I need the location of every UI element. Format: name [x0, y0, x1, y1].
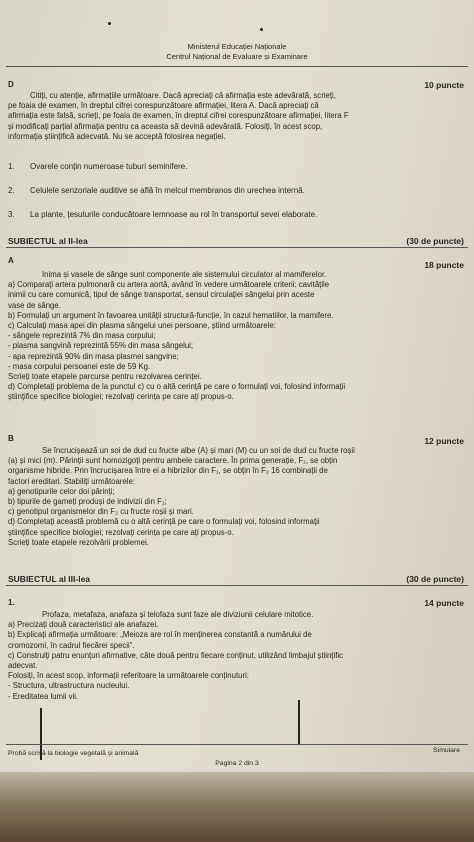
- footer-divider: [6, 744, 468, 745]
- text-line: Se încrucișează un soi de dud cu fructe albe (A) și mari (M) cu un soi de dud cu fructe roșii: [42, 446, 355, 455]
- intro-line: afirmația este falsă, scrieți, pe foaia de examen, în dreptul cifrei corespunzătoare afirmației, litera F: [8, 111, 349, 121]
- statement-number: 1.: [8, 162, 15, 171]
- part-b-text: [8, 446, 464, 548]
- text-line: c) Calculați masa apei din plasma sângelui unei persoane, știind următoarele:: [8, 321, 276, 331]
- text-line: factori ereditari. Stabiliți următoarele:: [8, 476, 135, 486]
- part-a-label: A: [8, 256, 14, 265]
- text-line: a) genotipurile celor doi părinți;: [8, 486, 115, 496]
- text-line: adecvat.: [8, 661, 38, 671]
- text-line: Scrieți toate etapele parcurse pentru rezolvarea cerinței.: [8, 372, 202, 382]
- text-line: b) Formulați un argument în favoarea unității structură-funcție, în cazul hematiilor, la mamifere.: [8, 310, 334, 320]
- text-line: - sângele reprezintă 7% din masa corpului;: [8, 331, 156, 341]
- subject-2-title: SUBIECTUL al II-lea: [8, 236, 88, 246]
- header-ministry: Ministerul Educației Naționale: [187, 42, 287, 51]
- part-a-text: [8, 270, 464, 403]
- desk-background: [0, 772, 474, 842]
- part-b-points: 12 puncte: [424, 436, 464, 446]
- text-line: c) Construiți patru enunțuri afirmative, câte două pentru fiecare conținut, utilizând limbajul științific: [8, 650, 343, 660]
- part-a-points: 18 puncte: [424, 260, 464, 270]
- intro-line: Citiți, cu atenție, afirmațiile următoare. Dacă apreciați că afirmația este adevărată, scrieți,: [30, 91, 336, 100]
- statement-1: [8, 162, 464, 172]
- statement-text: Celulele senzoriale auditive se află în melcul membranos din urechea internă.: [30, 186, 305, 195]
- statement-number: 2.: [8, 186, 15, 195]
- question-1-points: 14 puncte: [424, 598, 464, 608]
- subject-2-divider: [6, 247, 468, 248]
- text-line: științifice specifice biologiei; rezolvați cerința pe care ați propus-o.: [8, 392, 234, 402]
- footer-subject: Probă scrisă la biologie vegetală și animală: [8, 750, 139, 757]
- text-line: d) Completați problema de la punctul c) cu o altă cerință pe care o formulați voi, folosind informații: [8, 382, 346, 392]
- statement-number: 3.: [8, 210, 15, 219]
- part-b-label: B: [8, 434, 14, 443]
- subject-3-points: (30 de puncte): [406, 574, 464, 584]
- intro-line: informația științifică adecvată. Nu se acceptă folosirea negației.: [8, 131, 226, 141]
- subject-2-points: (30 de puncte): [406, 236, 464, 246]
- text-line: - plasma sangvină reprezintă 55% din masa sângelui;: [8, 341, 194, 351]
- page-header: [0, 42, 474, 62]
- statement-text: La plante, țesuturile conducătoare lemnoase au rol în transportul sevei elaborate.: [30, 210, 318, 219]
- header-divider: [6, 66, 468, 67]
- text-line: Inima și vasele de sânge sunt componente ale sistemului circulator al mamiferelor.: [42, 270, 327, 279]
- text-line: d) Completați această problemă cu o altă cerință pe care o formulați voi, folosind informații: [8, 517, 320, 527]
- text-line: c) genotipul organismelor din F₂ cu fructe roșii și mari.: [8, 507, 194, 517]
- question-1-label: 1.: [8, 598, 15, 607]
- punch-dot-icon: [260, 28, 263, 31]
- text-line: vase de sânge.: [8, 300, 61, 310]
- text-line: - Structura, ultrastructura nucleului.: [8, 681, 130, 691]
- section-d-points: 10 puncte: [424, 80, 464, 90]
- section-d-intro: [8, 91, 464, 142]
- text-line: inimii cu care comunică, tipul de sânge transportat, sensul circulației sângelui prin aceste: [8, 290, 315, 300]
- text-line: b) tipurile de gameți produși de indivizii din F₁;: [8, 497, 167, 507]
- statement-text: Ovarele conțin numeroase tuburi seminifere.: [30, 162, 188, 171]
- text-line: b) Explicați afirmația următoare: „Meioza are rol în menținerea constantă a numărului de: [8, 630, 312, 640]
- subject-3-title: SUBIECTUL al III-lea: [8, 574, 91, 584]
- punch-dot-icon: [108, 22, 111, 25]
- subject-3-divider: [6, 585, 468, 586]
- text-line: - masa corpului persoanei este de 59 Kg.: [8, 361, 151, 371]
- section-d-label: D: [8, 80, 14, 89]
- question-1-text: [8, 610, 464, 702]
- page-number: Pagina 2 din 3: [215, 760, 259, 767]
- text-line: (a) și mici (m). Părinții sunt homozigoți pentru ambele caractere. În prima generație, F₁, se obțin: [8, 456, 338, 466]
- text-line: organisme hibride. Prin încrucișarea între ei a hibrizilor din F₁, se obțin în F₂ 16 combinații de: [8, 466, 328, 476]
- text-line: cromozomi, în cadrul fiecărei specii”.: [8, 640, 135, 650]
- statement-2: [8, 186, 464, 196]
- text-line: a) Comparați artera pulmonară cu artera aortă, având în vedere următoarele criterii: cavitățile: [8, 280, 330, 290]
- intro-line: pe foaia de examen, în dreptul cifrei corespunzătoare afirmației, litera A. Dacă apreciați că: [8, 101, 319, 111]
- text-line: a) Precizați două caracteristici ale anafazei.: [8, 620, 159, 630]
- text-line: Folosiți, în acest scop, informații referitoare la următoarele conținuturi:: [8, 671, 249, 681]
- text-line: Scrieți toate etapele rezolvării problemei.: [8, 537, 149, 547]
- header-center: Centrul Național de Evaluare și Examinare: [166, 52, 308, 61]
- text-line: științifice specifice biologiei; rezolvați cerința pe care ați propus-o.: [8, 527, 234, 537]
- pen-mark: [298, 700, 300, 745]
- intro-line: și modificați parțial afirmația pentru ca aceasta să devină adevărată. Folosiți, în acest scop,: [8, 121, 323, 131]
- footer-simulare: Simulare: [433, 747, 460, 754]
- text-line: Profaza, metafaza, anafaza și telofaza sunt faze ale diviziunii celulare mitotice.: [42, 610, 314, 619]
- text-line: - Ereditatea lumii vii.: [8, 691, 79, 701]
- statement-3: [8, 210, 464, 220]
- text-line: - apa reprezintă 90% din masa plasmei sangvine;: [8, 351, 179, 361]
